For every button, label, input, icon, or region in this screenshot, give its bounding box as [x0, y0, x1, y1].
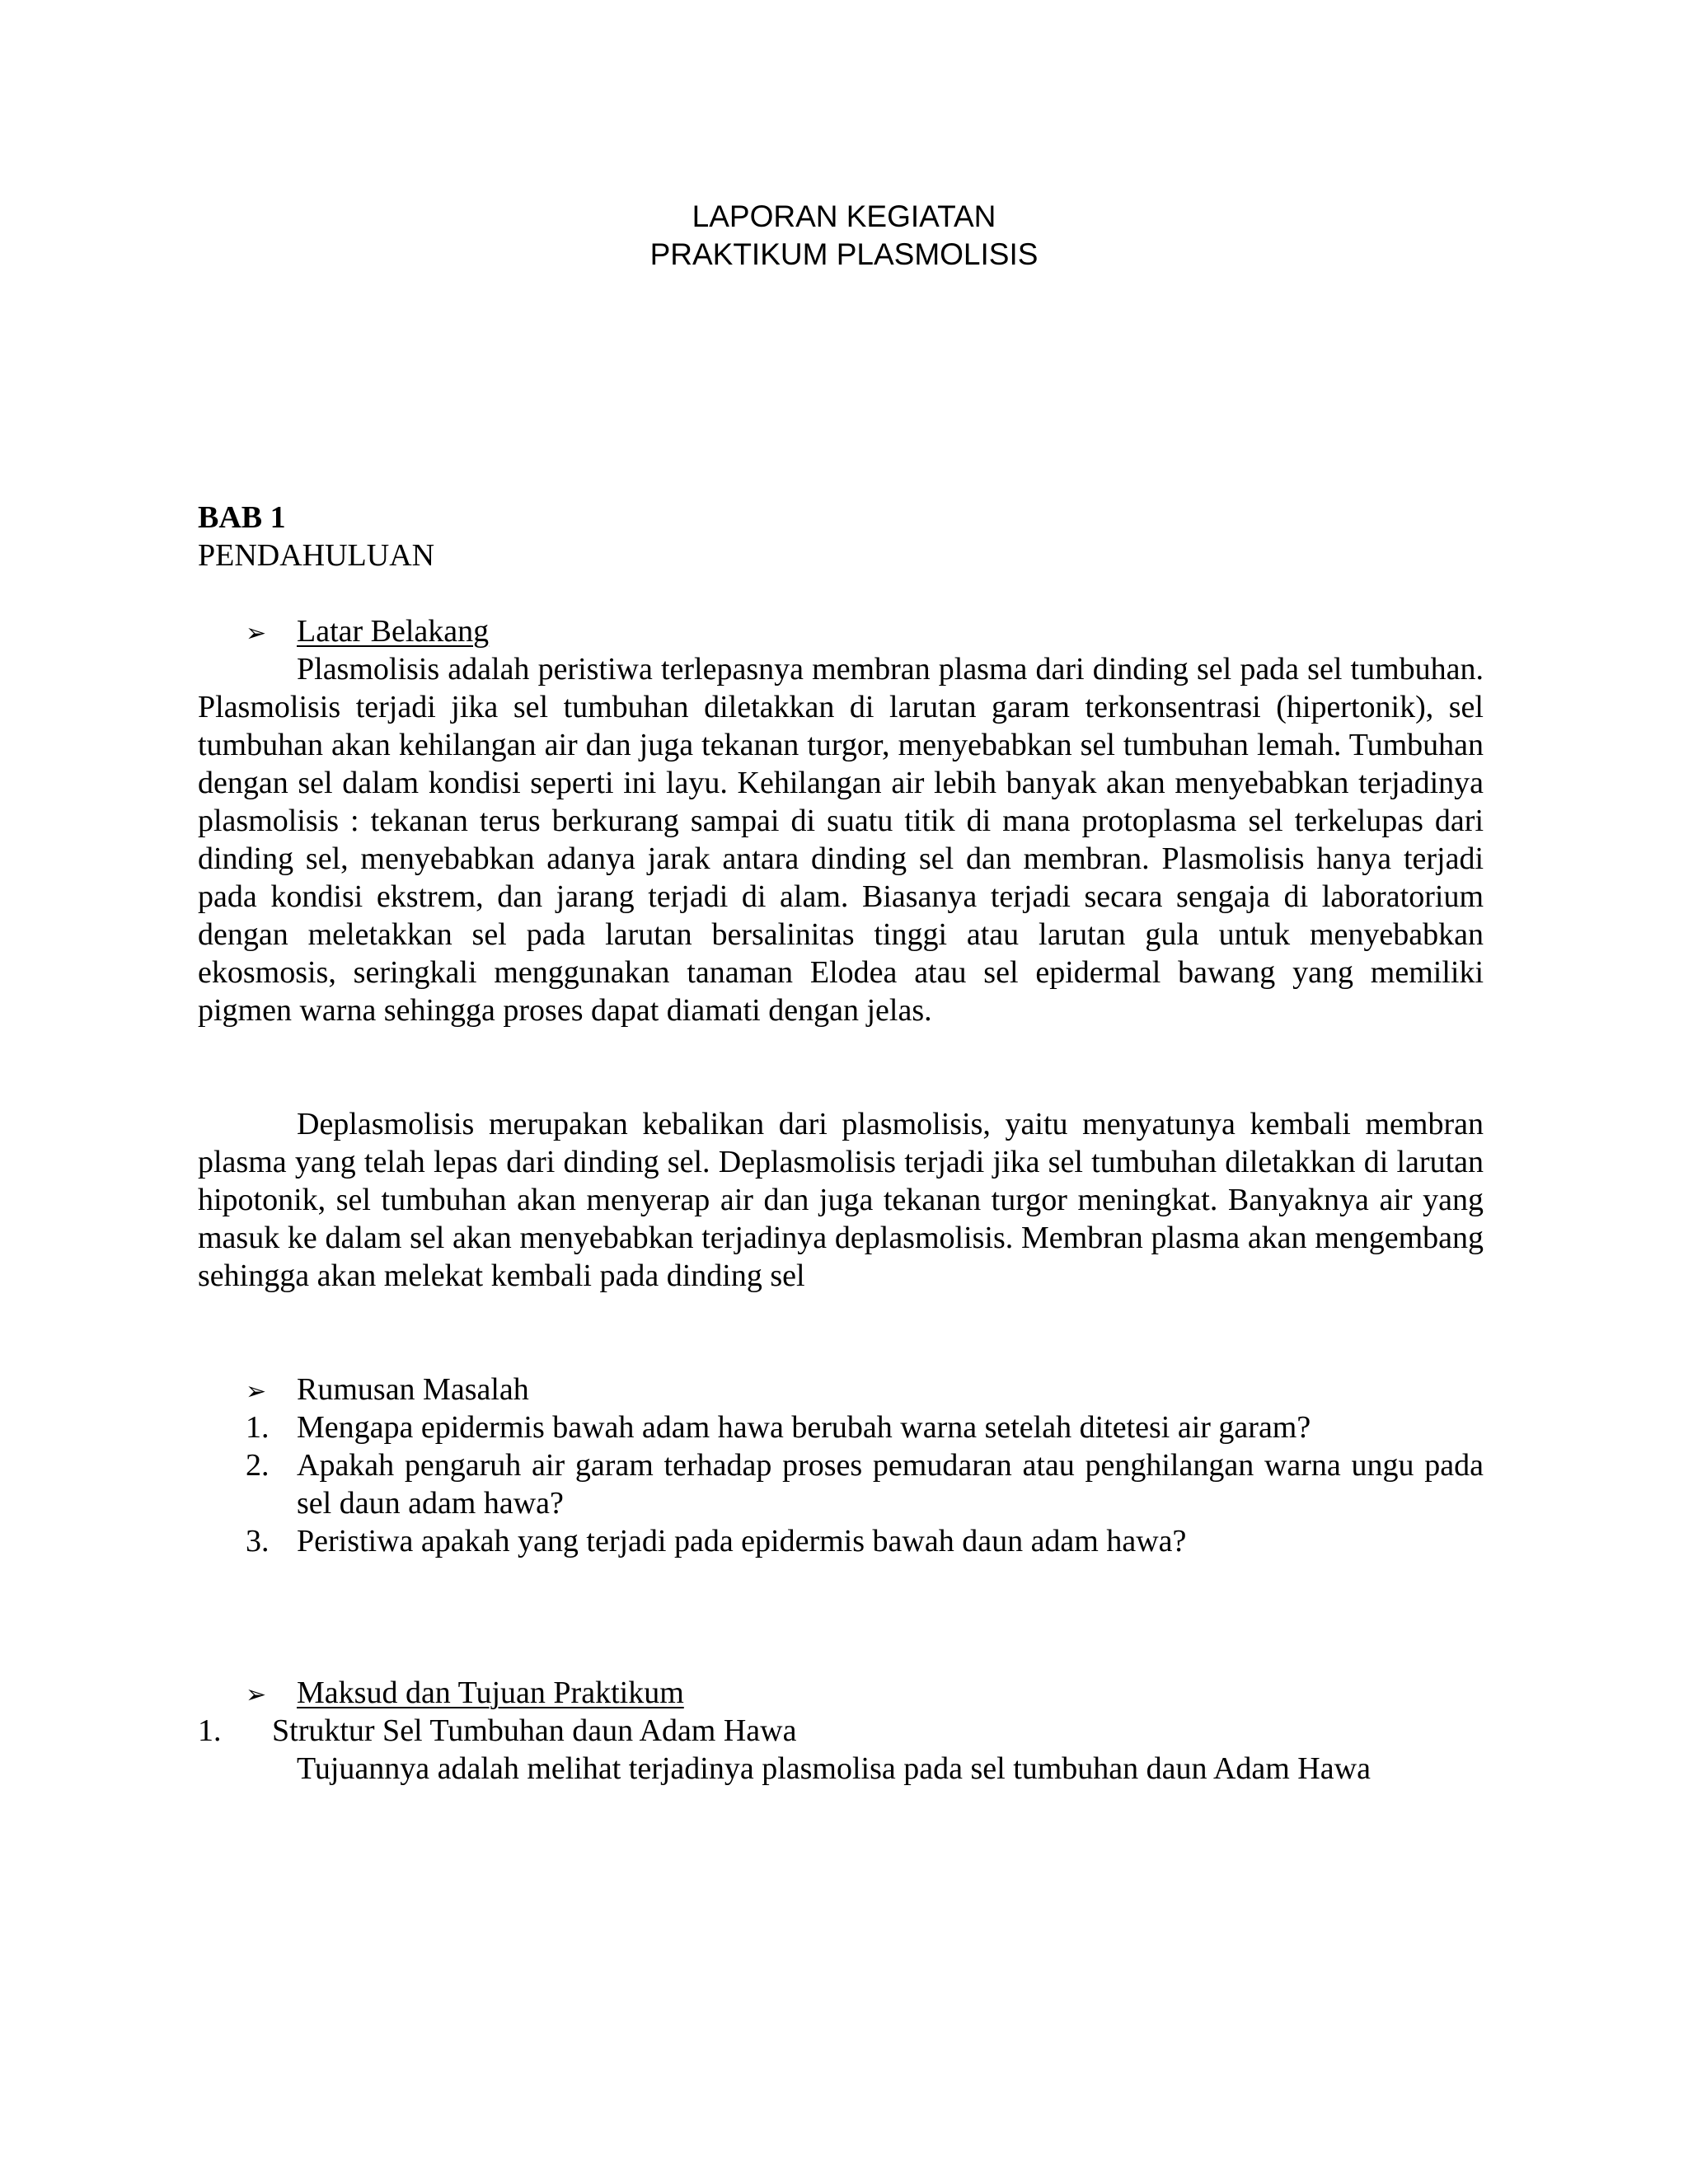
report-title-line-2: PRAKTIKUM PLASMOLISIS	[649, 237, 1039, 271]
list-item-text: Apakah pengaruh air garam terhadap proses pemudaran atau penghilangan warna ungu pada sel daun adam hawa?	[297, 1448, 1484, 1521]
latar-paragraph-1: Plasmolisis adalah peristiwa terlepasnya membran plasma dari dinding sel pada sel tumbuhan. Plasmolisis terjadi jika sel tumbuhan diletakkan di larutan garam terkonsentrasi (hipertonik), sel tumbuhan akan kehilangan air dan juga tekanan turgor, menyebabkan sel tumbuhan lemah. Tumbuhan dengan sel dalam kondisi seperti ini layu. Kehilangan air lebih banyak akan menyebabkan terjadinya plasmolisis : tekanan terus berkurang sampai di suatu titik di mana protoplasma sel terkelupas dari dinding sel, menyebabkan adanya jarak antara dinding sel dan membran. Plasmolisis hanya terjadi pada kondisi ekstrem, dan jarang terjadi di alam. Biasanya terjadi secara sengaja di laboratorium dengan meletakkan sel pada larutan bersalinitas tinggi atau larutan gula untuk menyebabkan ekosmosis, seringkali menggunakan tanaman Elodea atau sel epidermal bawang yang memiliki pigmen warna sehingga proses dapat diamati dengan jelas.	[198, 652, 1484, 1028]
arrow-bullet-icon: ➢	[246, 1680, 267, 1709]
rumusan-list	[246, 1408, 1484, 1560]
list-item-number: 1.	[246, 1410, 270, 1445]
list-item	[246, 1408, 1484, 1446]
list-item-number: 1.	[198, 1713, 222, 1748]
arrow-bullet-icon: ➢	[246, 619, 267, 648]
tujuan-list-item	[198, 1712, 796, 1750]
list-item-text: Peristiwa apakah yang terjadi pada epidermis bawah daun adam hawa?	[297, 1524, 1187, 1558]
section-heading-rumusan-masalah: Rumusan Masalah	[297, 1372, 529, 1407]
chapter-label: BAB 1	[198, 500, 286, 535]
section-rumusan-masalah	[246, 1371, 529, 1411]
list-item	[246, 1522, 1484, 1560]
section-heading-maksud-tujuan: Maksud dan Tujuan Praktikum	[297, 1675, 684, 1710]
section-latar-belakang	[246, 612, 489, 653]
section-maksud-tujuan	[246, 1674, 684, 1714]
list-item-number: 2.	[246, 1448, 270, 1483]
arrow-bullet-icon: ➢	[246, 1377, 267, 1406]
tujuan-item-description: Tujuannya adalah melihat terjadinya plasmolisa pada sel tumbuhan daun Adam Hawa	[297, 1751, 1371, 1786]
list-item-number: 3.	[246, 1524, 270, 1558]
tujuan-item-title: Struktur Sel Tumbuhan daun Adam Hawa	[272, 1713, 797, 1748]
latar-paragraph-2: Deplasmolisis merupakan kebalikan dari plasmolisis, yaitu menyatunya kembali membran plasma yang telah lepas dari dinding sel. Deplasmolisis terjadi jika sel tumbuhan diletakkan di larutan hipotonik, sel tumbuhan akan menyerap air dan juga tekanan turgor meningkat. Banyaknya air yang masuk ke dalam sel akan menyebabkan terjadinya deplasmolisis. Membran plasma akan mengembang sehingga akan melekat kembali pada dinding sel	[198, 1107, 1484, 1293]
chapter-name: PENDAHULUAN	[198, 538, 435, 573]
list-item-text: Mengapa epidermis bawah adam hawa berubah warna setelah ditetesi air garam?	[297, 1410, 1311, 1445]
section-heading-latar-belakang: Latar Belakang	[297, 614, 490, 649]
report-title-line-1: LAPORAN KEGIATAN	[692, 199, 996, 233]
list-item	[246, 1446, 1484, 1522]
